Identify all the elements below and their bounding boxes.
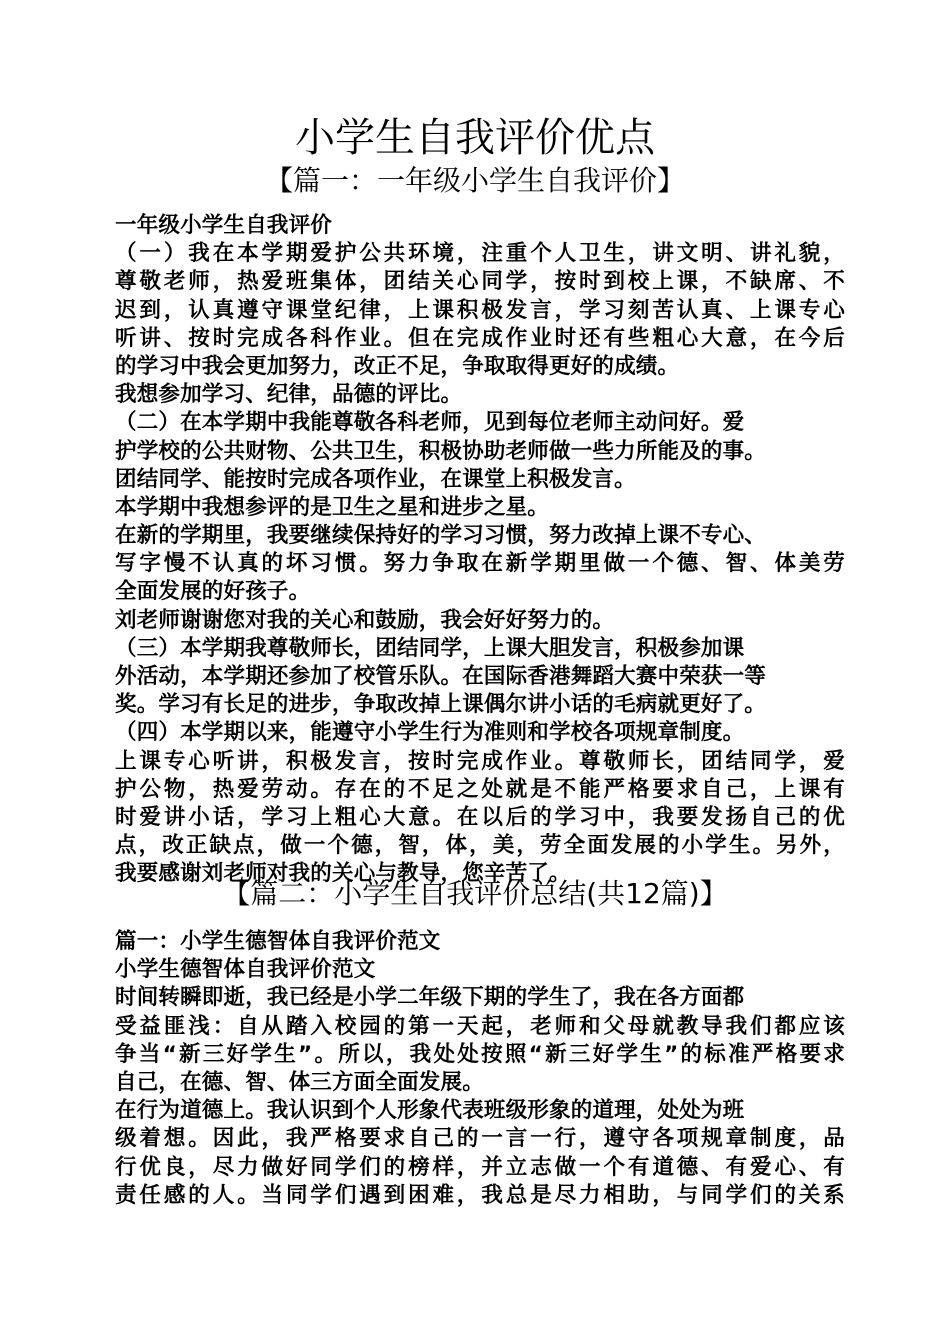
section-heading-2: 【篇二：小学生自我评价总结(共12篇)】 <box>222 877 728 910</box>
text-line: 争当“新三好学生”。所以，我处处按照“新三好学生”的标准严格要求 <box>115 1041 845 1067</box>
text-line: 受益匪浅：自从踏入校园的第一天起，老师和父母就教导我们都应该 <box>115 1013 845 1039</box>
text-line: 一年级小学生自我评价 <box>115 213 333 238</box>
text-line: 小学生德智体自我评价范文 <box>115 957 376 983</box>
text-line: 护学校的公共财物、公共卫生，积极协助老师做一些力所能及的事。 <box>115 438 767 464</box>
text-line: 本学期中我想参评的是卫生之星和进步之星。 <box>115 494 550 520</box>
text-line: 自己，在德、智、体三方面全面发展。 <box>115 1069 484 1095</box>
text-line: 刘老师谢谢您对我的关心和鼓励，我会好好努力的。 <box>115 607 615 633</box>
text-line: （一）我在本学期爱护公共环境，注重个人卫生，讲文明、讲礼貌， <box>115 241 845 267</box>
text-line: 点，改正缺点，做一个德，智，体，美，劳全面发展的小学生。另外， <box>115 833 845 859</box>
section-1-body <box>115 212 845 889</box>
text-line: 迟到，认真遵守课堂纪律，上课积极发言，学习刻苦认真、上课专心 <box>115 297 845 323</box>
text-line: （二）在本学期中我能尊敬各科老师，见到每位老师主动问好。爱 <box>115 410 745 436</box>
text-line: 全面发展的好孩子。 <box>115 579 311 605</box>
text-line: 写字慢不认真的坏习惯。努力争取在新学期里做一个德、智、体美劳 <box>115 551 845 577</box>
text-line: 的学习中我会更加努力，改正不足，争取取得更好的成绩。 <box>115 353 680 379</box>
text-line: 时间转瞬即逝，我已经是小学二年级下期的学生了，我在各方面都 <box>115 985 745 1011</box>
text-line: 行优良，尽力做好同学们的榜样，并立志做一个有道德、有爱心、有 <box>115 1154 845 1180</box>
section-heading-1: 【篇一：一年级小学生自我评价】 <box>264 164 685 197</box>
text-line: 护公物，热爱劳动。存在的不足之处就是不能严格要求自己，上课有 <box>115 776 845 802</box>
text-line: 在新的学期里，我要继续保持好的学习习惯，努力改掉上课不专心、 <box>115 523 767 549</box>
section-2-body <box>115 928 845 1210</box>
document-title: 小学生自我评价优点 <box>295 115 655 161</box>
text-line: 奖。学习有长足的进步，争取改掉上课偶尔讲小话的毛病就更好了。 <box>115 692 767 718</box>
text-line: 在行为道德上。我认识到个人形象代表班级形象的道理，处处为班 <box>115 1098 745 1124</box>
text-line: 级着想。因此，我严格要求自己的一言一行，遵守各项规章制度，品 <box>115 1126 845 1152</box>
text-line: 上课专心听讲，积极发言，按时完成作业。尊敬师长，团结同学，爱 <box>115 748 845 774</box>
text-line: 责任感的人。当同学们遇到困难，我总是尽力相助，与同学们的关系 <box>115 1182 845 1208</box>
text-line: 我要感谢刘老师对我的关心与教导，您辛苦了。 <box>115 861 571 887</box>
text-line: 我想参加学习、纪律，品德的评比。 <box>115 382 463 408</box>
text-line: 尊敬老师，热爱班集体，团结关心同学，按时到校上课，不缺席、不 <box>115 269 845 295</box>
text-line: （四）本学期以来，能遵守小学生行为准则和学校各项规章制度。 <box>115 720 745 746</box>
text-line: （三）本学期我尊敬师长，团结同学，上课大胆发言，积极参加课 <box>115 635 745 661</box>
text-line: 篇一：小学生德智体自我评价范文 <box>115 929 441 954</box>
text-line: 时爱讲小话，学习上粗心大意。在以后的学习中，我要发扬自己的优 <box>115 804 845 830</box>
text-line: 外活动，本学期还参加了校管乐队。在国际香港舞蹈大赛中荣获一等 <box>115 664 767 689</box>
text-line: 听讲、按时完成各科作业。但在完成作业时还有些粗心大意，在今后 <box>115 325 845 351</box>
text-line: 团结同学、能按时完成各项作业，在课堂上积极发言。 <box>115 466 636 492</box>
